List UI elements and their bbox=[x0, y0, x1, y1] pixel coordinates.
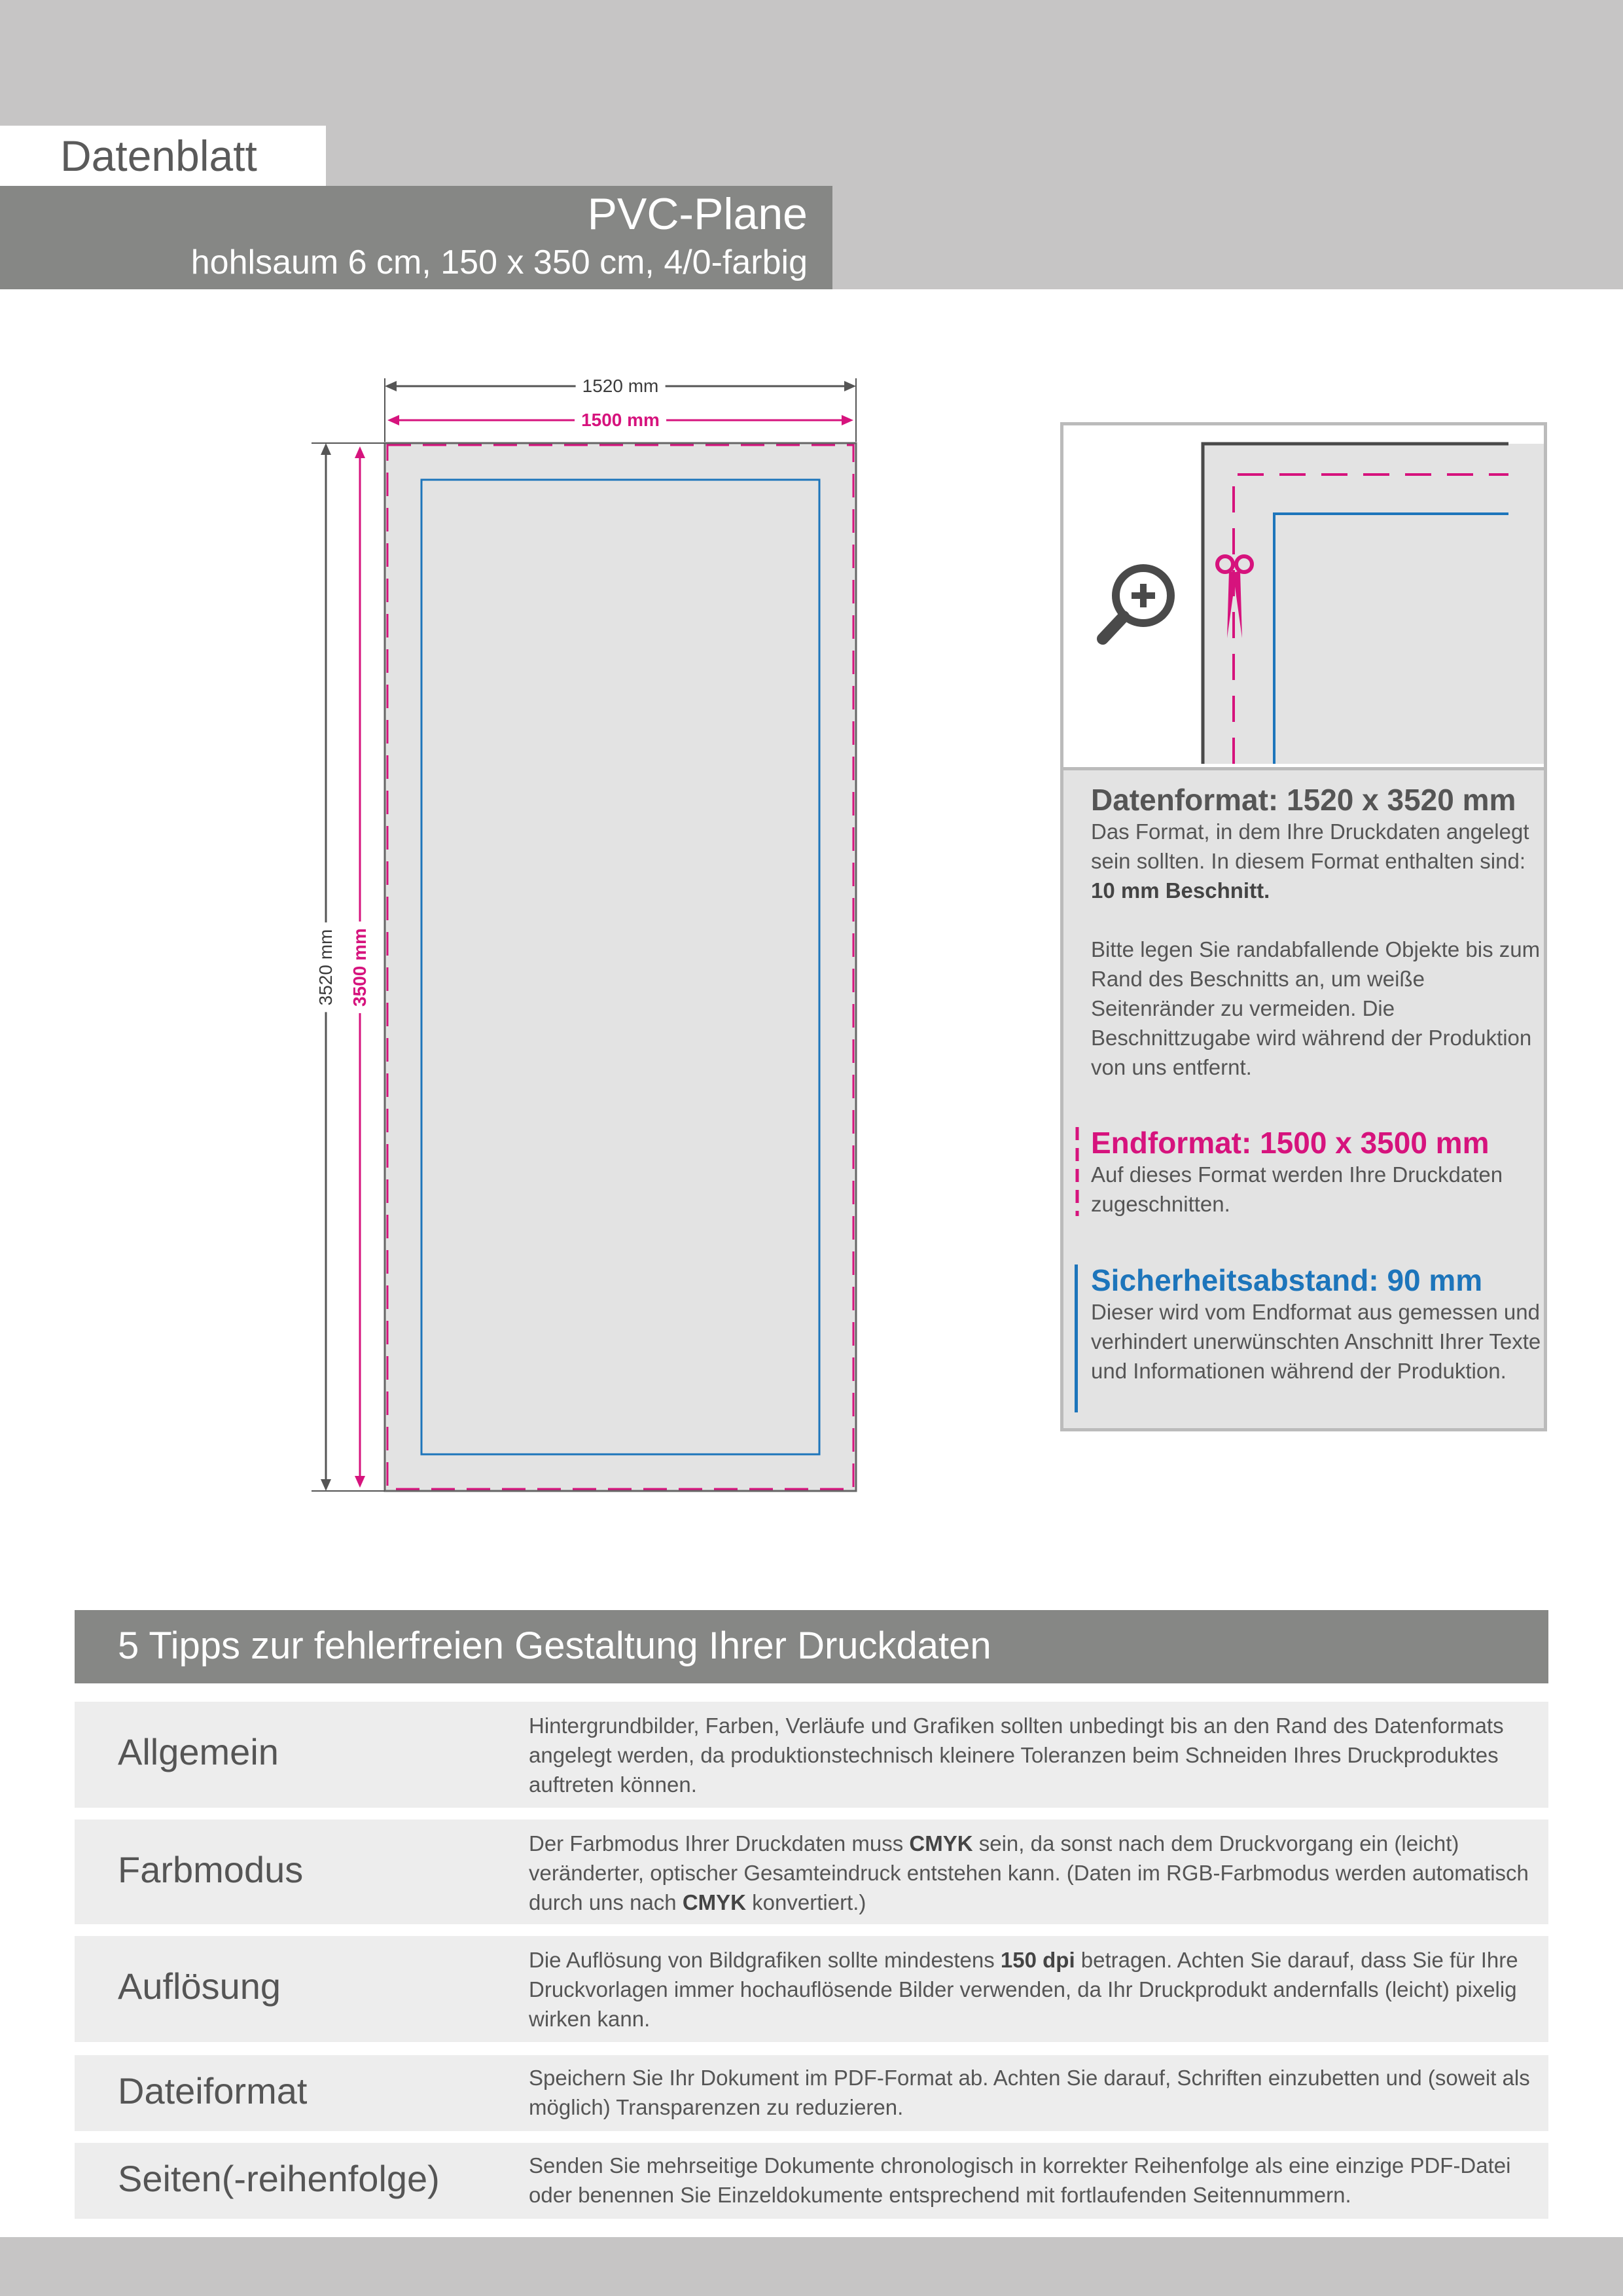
corner-detail-illustration bbox=[1063, 425, 1544, 764]
tip-name: Seiten(-reihenfolge) bbox=[118, 2158, 440, 2199]
footer-band bbox=[0, 2237, 1623, 2296]
tip-name: Dateiformat bbox=[118, 2070, 308, 2111]
final-width-label: 1500 mm bbox=[575, 409, 666, 431]
endformat-heading: Endformat: 1500 x 3500 mm bbox=[1091, 1126, 1489, 1160]
datenformat-text: Das Format, in dem Ihre Druckdaten angelegt sein sollten. In diesem Format enthalten sind: 10 mm Beschnitt. bbox=[1091, 819, 1529, 903]
tip-text: Der Farbmodus Ihrer Druckdaten muss CMYK sein, da sonst nach dem Druckvorgang ein (leicht) veränderter, optischer Gesamteindruck entstehen kann. (Daten im RGB-Farbmodus werden automatisch durch uns nach CMYK konvertiert.) bbox=[529, 1831, 1529, 1914]
tip-name: Allgemein bbox=[118, 1731, 279, 1772]
data-width-label: 1520 mm bbox=[576, 375, 666, 397]
tip-row-aufloesung bbox=[75, 1936, 1548, 2042]
tips-title: 5 Tipps zur fehlerfreien Gestaltung Ihrer Druckdaten bbox=[118, 1624, 991, 1667]
tip-row-allgemein bbox=[75, 1702, 1548, 1808]
safety-marker bbox=[1075, 1265, 1078, 1412]
document-tag: Datenblatt bbox=[60, 132, 257, 180]
zoom-in-icon bbox=[1103, 568, 1171, 639]
datenformat-heading: Datenformat: 1520 x 3520 mm bbox=[1091, 783, 1516, 817]
tip-text: Speichern Sie Ihr Dokument im PDF-Format ab. Achten Sie darauf, Schriften einzubetten und (soweit als möglich) Transparenzen zu reduzieren. bbox=[529, 2066, 1530, 2119]
tip-row-seiten bbox=[75, 2143, 1548, 2219]
product-subtitle: hohlsaum 6 cm, 150 x 350 cm, 4/0-farbig bbox=[190, 243, 808, 281]
endformat-marker bbox=[1075, 1127, 1080, 1216]
datenformat-note: Bitte legen Sie randabfallende Objekte bis zum Rand des Beschnitts an, um weiße Seitenränder zu vermeiden. Die Beschnittzugabe wird während der Produktion von uns entfernt. bbox=[1091, 937, 1541, 1079]
tip-name: Farbmodus bbox=[118, 1849, 304, 1890]
safety-heading: Sicherheitsabstand: 90 mm bbox=[1091, 1263, 1483, 1297]
tip-text: Senden Sie mehrseitige Dokumente chronologisch in korrekter Reihenfolge als eine einzige PDF-Datei oder benennen Sie Einzeldokumente entsprechend mit fortlaufenden Seitennummern. bbox=[529, 2153, 1511, 2207]
data-height-label: 3520 mm bbox=[315, 923, 337, 1013]
tip-row-farbmodus bbox=[75, 1820, 1548, 1924]
final-height-label: 3500 mm bbox=[349, 922, 371, 1013]
product-title: PVC-Plane bbox=[587, 189, 808, 239]
safety-text: Dieser wird vom Endformat aus gemessen und verhindert unerwünschten Anschnitt Ihrer Texte und Informationen während der Produktion. bbox=[1091, 1300, 1541, 1383]
tip-name: Auflösung bbox=[118, 1965, 281, 2007]
tip-row-dateiformat bbox=[75, 2055, 1548, 2131]
tip-text: Hintergrundbilder, Farben, Verläufe und Grafiken sollten unbedingt bis an den Rand des Datenformats angelegt werden, da produktionstechnisch kleinere Toleranzen beim Schneiden Ihres Druckproduktes auftreten können. bbox=[529, 1713, 1504, 1797]
tip-text: Die Auflösung von Bildgrafiken sollte mindestens 150 dpi betragen. Achten Sie darauf, dass Sie für Ihre Druckvorlagen immer hochauflösende Bilder verwenden, da Ihr Druckprodukt andernfalls (leicht) pixelig wirken kann. bbox=[529, 1948, 1518, 2031]
endformat-text: Auf dieses Format werden Ihre Druckdaten zugeschnitten. bbox=[1091, 1162, 1503, 1216]
data-format-area bbox=[385, 443, 856, 1491]
